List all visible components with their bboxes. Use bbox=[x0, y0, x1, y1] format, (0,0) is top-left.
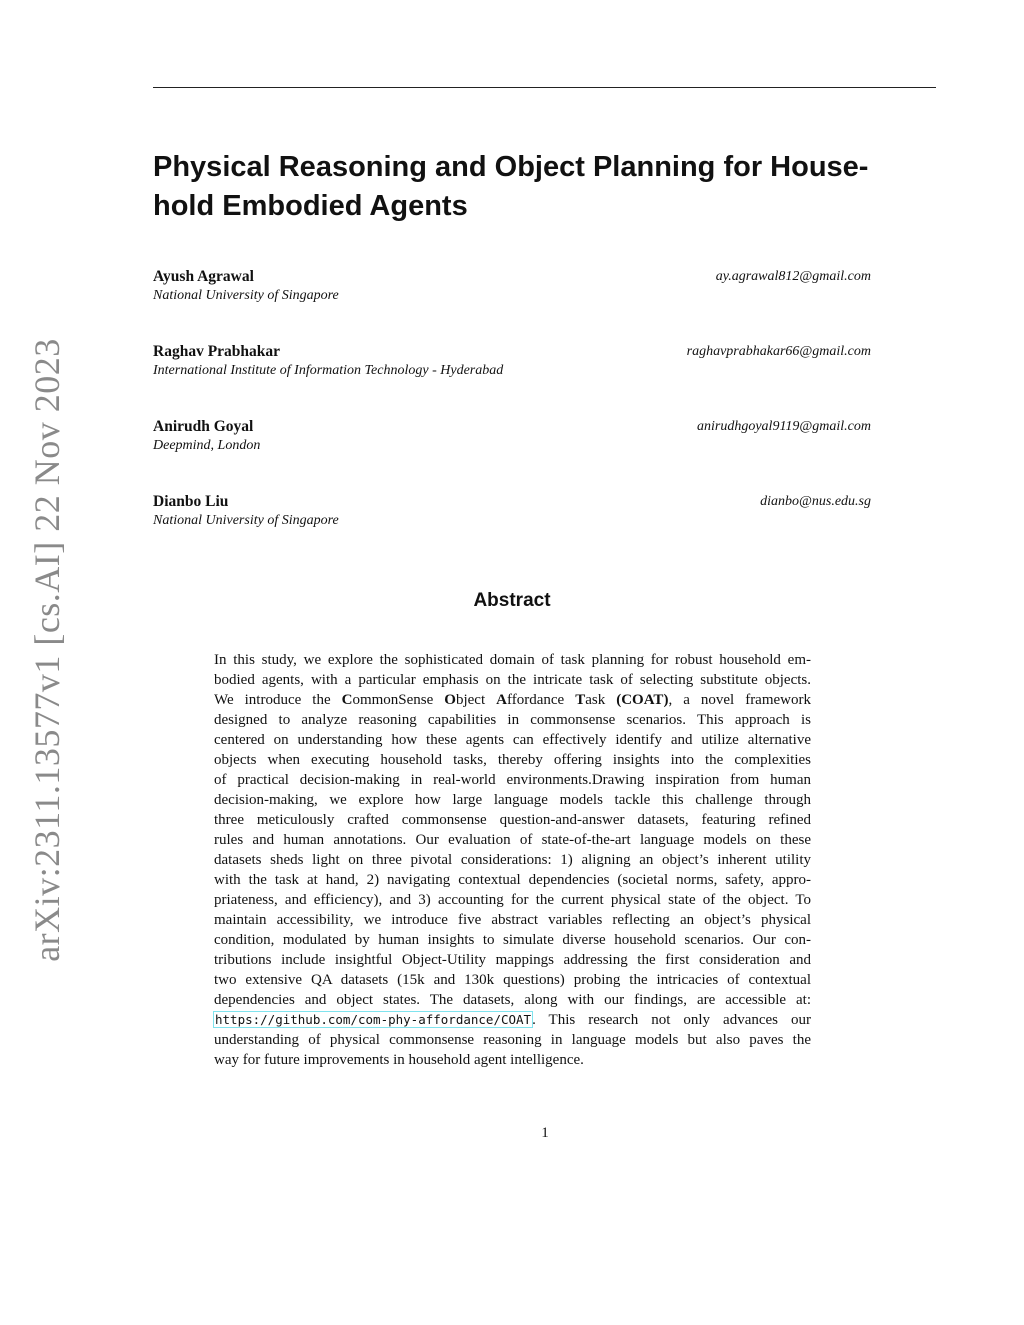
author-email[interactable]: anirudhgoyal9119@gmail.com bbox=[697, 419, 871, 434]
github-repo-link[interactable]: https://github.com/com-phy-affordance/COAT bbox=[215, 1012, 532, 1027]
author-affiliation: National University of Singapore bbox=[153, 513, 339, 528]
abstract-line: condition, modulated by human insights to simulate diverse household scenarios. Our con- bbox=[214, 932, 811, 948]
author-affiliation: Deepmind, London bbox=[153, 438, 261, 453]
author-block-1 bbox=[153, 267, 871, 311]
abstract-line: In this study, we explore the sophisticated domain of task planning for robust household em- bbox=[214, 652, 811, 668]
author-name: Ayush Agrawal bbox=[153, 268, 254, 285]
abstract-line: decision-making, we explore how large language models tackle this challenge through bbox=[214, 792, 811, 808]
abstract-line: of practical decision-making in real-world environments.Drawing inspiration from human bbox=[214, 772, 811, 788]
abstract-line-coat bbox=[214, 690, 811, 710]
abstract-heading: Abstract bbox=[473, 590, 551, 611]
page-number: 1 bbox=[541, 1125, 549, 1141]
abstract-line: dependencies and object states. The datasets, along with our findings, are accessible at: bbox=[214, 992, 811, 1008]
abstract-text: ask bbox=[585, 692, 617, 708]
acronym-letter-o: O bbox=[444, 692, 456, 708]
abstract-line: two extensive QA datasets (15k and 130k questions) probing the intricacies of contextual bbox=[214, 972, 811, 988]
abstract-line: centered on understanding how these agents can effectively identify and utilize alternative bbox=[214, 732, 811, 748]
abstract-text: ommonSense bbox=[352, 692, 445, 708]
acronym-letter-a: A bbox=[496, 692, 507, 708]
abstract-line: bodied agents, with a particular emphasis on the intricate task of selecting substitute objects. bbox=[214, 672, 811, 688]
author-name: Anirudh Goyal bbox=[153, 418, 254, 435]
coat-acronym: (COAT) bbox=[616, 692, 669, 708]
acronym-letter-t: T bbox=[575, 692, 586, 708]
abstract-line: three meticulously crafted commonsense question-and-answer datasets, featuring refined bbox=[214, 812, 811, 828]
author-name: Dianbo Liu bbox=[153, 493, 229, 510]
paper-title-line-1: Physical Reasoning and Object Planning for House- bbox=[153, 151, 869, 183]
abstract-line: understanding of physical commonsense reasoning in language models but also paves the bbox=[214, 1032, 811, 1048]
abstract-line: way for future improvements in household agent intelligence. bbox=[214, 1052, 584, 1068]
acronym-letter-c: C bbox=[341, 692, 353, 708]
abstract-line: objects when executing household tasks, thereby offering insights into the complexities bbox=[214, 752, 811, 768]
abstract-line: with the task at hand, 2) navigating contextual dependencies (societal norms, safety, appro- bbox=[214, 872, 811, 888]
abstract-text: ffordance bbox=[506, 692, 576, 708]
abstract-line: maintain accessibility, we introduce five abstract variables reflecting an object’s physical bbox=[214, 912, 811, 928]
author-email[interactable]: ay.agrawal812@gmail.com bbox=[715, 269, 871, 284]
author-block-3 bbox=[153, 417, 871, 461]
abstract-text: bject bbox=[455, 692, 497, 708]
author-affiliation: International Institute of Information Technology - Hyderabad bbox=[153, 363, 504, 378]
author-block-4 bbox=[153, 492, 871, 536]
abstract-line: rules and human annotations. Our evaluation of state-of-the-art language models on these bbox=[214, 832, 811, 848]
author-email[interactable]: raghavprabhakar66@gmail.com bbox=[686, 344, 871, 359]
abstract-line: priateness, and efficiency), and 3) accounting for the current physical state of the object. To bbox=[214, 892, 811, 908]
author-email[interactable]: dianbo@nus.edu.sg bbox=[760, 494, 871, 509]
abstract-line: designed to analyze reasoning capabilities in commonsense scenarios. This approach is bbox=[214, 712, 811, 728]
abstract-line: datasets sheds light on three pivotal considerations: 1) aligning an object’s inherent utility bbox=[214, 852, 811, 868]
author-name: Raghav Prabhakar bbox=[153, 343, 281, 360]
abstract-line-link bbox=[214, 1010, 811, 1030]
paper-title bbox=[153, 148, 893, 226]
abstract-text: We introduce the bbox=[214, 692, 342, 708]
paper-title-line-2: hold Embodied Agents bbox=[153, 190, 468, 222]
author-affiliation: National University of Singapore bbox=[153, 288, 339, 303]
arxiv-identifier-stamp[interactable]: arXiv:2311.13577v1 [cs.AI] 22 Nov 2023 bbox=[27, 338, 67, 962]
header-rule bbox=[153, 87, 936, 88]
abstract-text: . This research not only advances our bbox=[532, 1012, 811, 1028]
abstract-body bbox=[214, 650, 811, 1070]
abstract-line: tributions include insightful Object-Utility mappings addressing the first consideration and bbox=[214, 952, 811, 968]
author-block-2 bbox=[153, 342, 871, 386]
abstract-text: , a novel framework bbox=[668, 692, 811, 708]
